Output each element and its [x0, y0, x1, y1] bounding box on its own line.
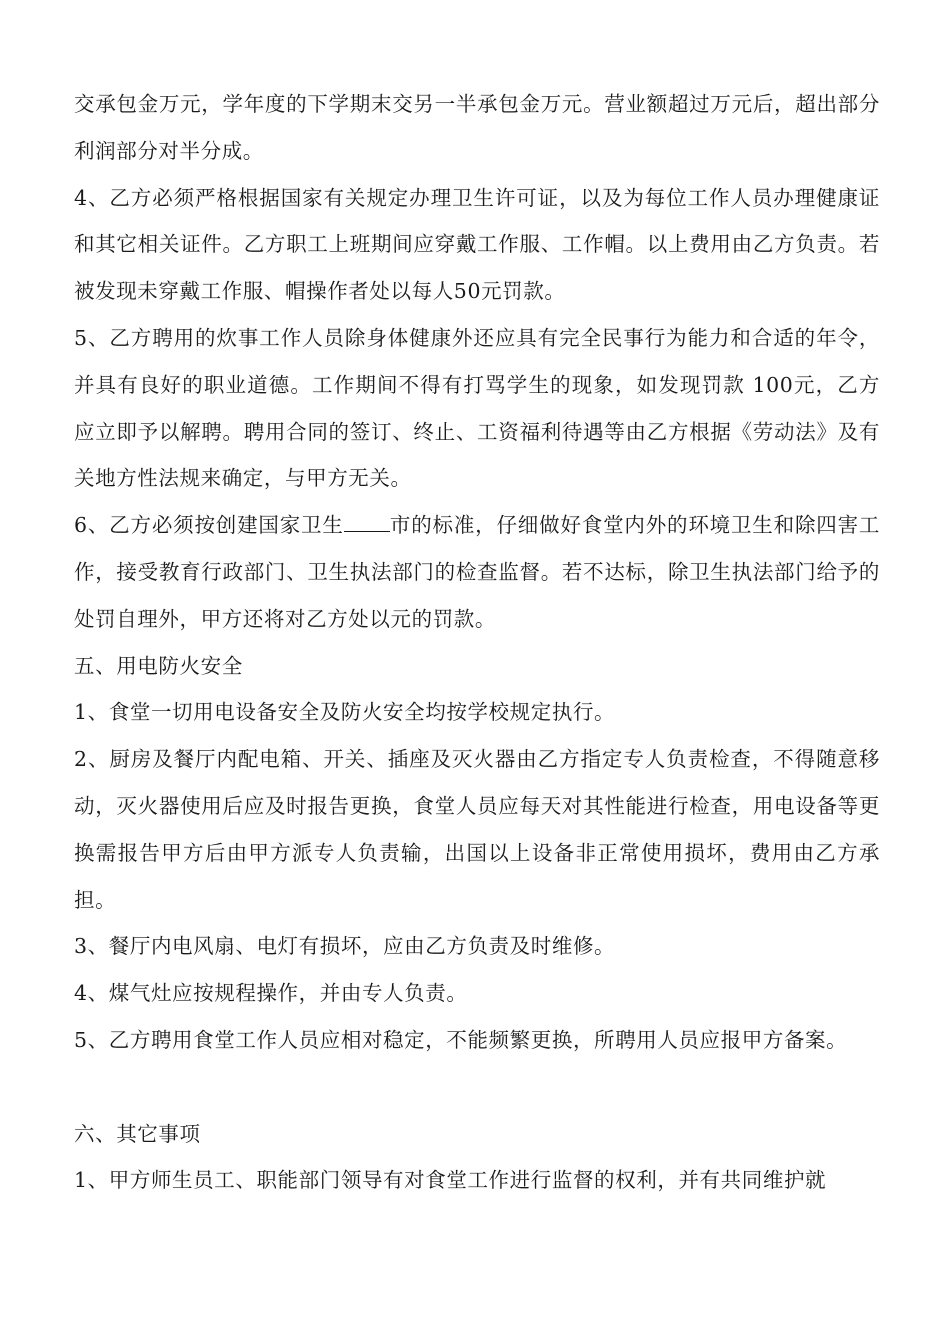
paragraph-other-item-1: 1、甲方师生员工、职能部门领导有对食堂工作进行监督的权利，并有共同维护就 [74, 1168, 827, 1193]
section-heading-fire-safety: 五、用电防火安全 [74, 653, 243, 678]
paragraph-item-5-staff-hiring: 5、乙方聘用的炊事工作人员除身体健康外还应具有完全民事行为能力和合适的年令，并具有良好的职业道德。工作期间不得有打骂学生的现象，如发现罚款 100元，乙方应立即予以解聘。聘用合同的签订、终止、工资福利待遇等由乙方根据《劳动法》及有关地方性法规来确定，与甲方无关。 [74, 325, 880, 491]
paragraph-fire-item-5: 5、乙方聘用食堂工作人员应相对稳定，不能频繁更换，所聘用人员应报甲方备案。 [74, 1027, 848, 1052]
paragraph-fire-item-1: 1、食堂一切用电设备安全及防火安全均按学校规定执行。 [74, 700, 616, 725]
paragraph-item-6-text-before: 6、乙方必须按创建国家卫生 [74, 513, 344, 538]
blank-line [74, 1064, 880, 1111]
paragraph-item-4-hygiene-license: 4、乙方必须严格根据国家有关规定办理卫生许可证，以及为每位工作人员办理健康证和其它相关证件。乙方职工上班期间应穿戴工作服、工作帽。以上费用由乙方负责。若被发现未穿戴工作服、帽操作者处以每人50元罚款。 [74, 185, 880, 304]
paragraph-item-6-sanitation [74, 502, 880, 642]
paragraph-fire-item-3: 3、餐厅内电风扇、电灯有损坏，应由乙方负责及时维修。 [74, 934, 616, 959]
paragraph-contract-fee: 交承包金万元，学年度的下学期末交另一半承包金万元。营业额超过万元后，超出部分利润部分对半分成。 [74, 92, 880, 163]
paragraph-fire-item-4: 4、煤气灶应按规程操作，并由专人负责。 [74, 981, 468, 1006]
fill-in-blank [344, 517, 390, 532]
document-body [74, 81, 880, 1204]
paragraph-item-6-text-after: 市的标准，仔细做好食堂内外的环境卫生和除四害工作，接受教育行政部门、卫生执法部门的检查监督。若不达标，除卫生执法部门给予的处罚自理外，甲方还将对乙方处以元的罚款。 [74, 513, 880, 631]
section-heading-other-matters: 六、其它事项 [74, 1121, 201, 1146]
paragraph-fire-item-2: 2、厨房及餐厅内配电箱、开关、插座及灭火器由乙方指定专人负责检查，不得随意移动，灭火器使用后应及时报告更换，食堂人员应每天对其性能进行检查，用电设备等更换需报告甲方后由甲方派专人负责输，出国以上设备非正常使用损坏，费用由乙方承担。 [74, 747, 880, 912]
